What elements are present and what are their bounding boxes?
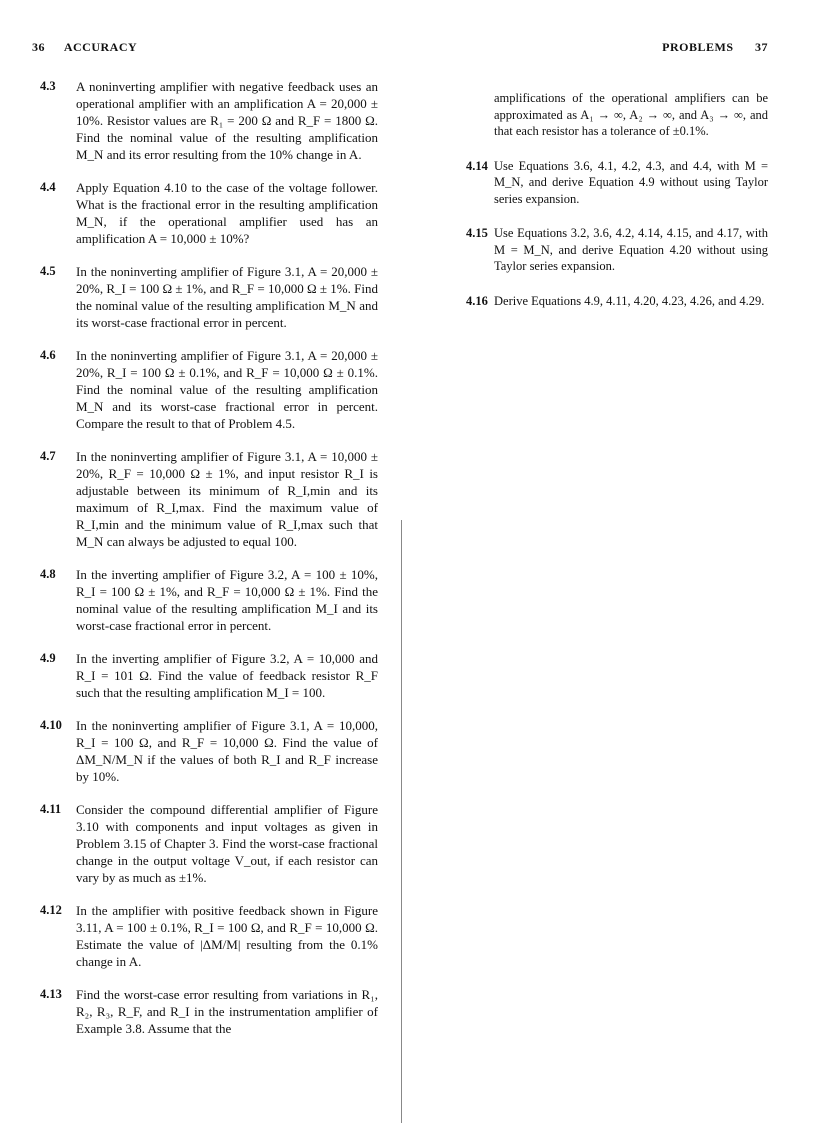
problem-4-8 [40, 566, 378, 634]
problem-text: Derive Equations 4.9, 4.11, 4.20, 4.23, 4.26, and 4.29. [494, 293, 765, 308]
right-column [466, 90, 768, 327]
problem-number: 4.6 [40, 348, 56, 362]
problem-text: Consider the compound differential amplifier of Figure 3.10 with components and input voltages as given in Problem 3.15 of Chapter 3. Find the worst-case fractional change in the output voltage V_out, if each resistor can vary by as much as ±1%. [76, 802, 378, 885]
problem-4-9 [40, 650, 378, 701]
problem-text: In the noninverting amplifier of Figure 3.1, A = 20,000 ± 20%, R_I = 100 Ω ± 1%, and R_F = 10,000 Ω ± 1%. Find the nominal value of the resulting amplification M_N and its worst-case fractional error in percent. [76, 264, 378, 330]
problem-4-14 [466, 158, 768, 208]
problem-text: In the noninverting amplifier of Figure 3.1, A = 10,000, R_I = 100 Ω, and R_F = 10,000 Ω. Find the value of ΔM_N/M_N if the values of both R_I and R_F increase by 10%. [76, 718, 378, 784]
running-head-right [662, 40, 768, 55]
problem-number: 4.14 [466, 158, 488, 173]
right-page-number: 37 [755, 40, 768, 54]
problem-text: amplifications of the operational amplifiers can be approximated as A₁ → ∞, A₂ → ∞, and A₃ → ∞, and that each resistor has a tolerance of ±0.1%. [494, 91, 768, 138]
problem-text: A noninverting amplifier with negative feedback uses an operational amplifier with an amplification A = 20,000 ± 10%. Resistor values are R₁ = 200 Ω and R_F = 1800 Ω. Find the nominal value of the resulting amplification M_N and its error resulting from the 10% change in A. [76, 79, 378, 162]
problem-number: 4.16 [466, 293, 488, 308]
problem-number: 4.5 [40, 264, 56, 278]
problem-number: 4.11 [40, 802, 62, 816]
problem-text: In the noninverting amplifier of Figure 3.1, A = 10,000 ± 20%, R_F = 10,000 Ω ± 1%, and input resistor R_I is adjustable between its minimum of R_I,min and its maximum of R_I,max. Find the maximum value of R_I,min and the minimum value of R_I,max such that M_N can always be adjusted to equal 100. [76, 449, 378, 549]
problem-4-13-continued [466, 90, 768, 140]
left-column [40, 78, 378, 1053]
problem-4-16 [466, 293, 768, 310]
problem-number: 4.9 [40, 651, 56, 665]
problem-4-3 [40, 78, 378, 163]
problem-4-5 [40, 263, 378, 331]
problem-text: In the inverting amplifier of Figure 3.2, A = 10,000 and R_I = 101 Ω. Find the value of feedback resistor R_F such that the resulting amplification M_I = 100. [76, 651, 378, 700]
problem-number: 4.3 [40, 79, 56, 93]
problem-text: Use Equations 3.2, 3.6, 4.2, 4.14, 4.15, and 4.17, with M = M_N, and derive Equation 4.20 without using Taylor series expansion. [494, 226, 768, 273]
problem-4-12 [40, 902, 378, 970]
left-page-number: 36 [32, 40, 45, 54]
running-head-left [32, 40, 137, 55]
problem-4-10 [40, 717, 378, 785]
problem-number: 4.4 [40, 180, 56, 194]
problem-number: 4.7 [40, 449, 56, 463]
right-section-title: PROBLEMS [662, 40, 734, 54]
problem-4-4 [40, 179, 378, 247]
problem-text: In the amplifier with positive feedback shown in Figure 3.11, A = 100 ± 0.1%, R_I = 100 Ω, and R_F = 10,000 Ω. Estimate the value of |ΔM/M| resulting from the 0.1% change in A. [76, 903, 378, 969]
problem-4-13 [40, 986, 378, 1037]
problem-text: Apply Equation 4.10 to the case of the voltage follower. What is the fractional error in the resulting amplification M_N, if the operational amplifier used has an amplification A = 10,000 ± 10%? [76, 180, 378, 246]
problem-number: 4.15 [466, 226, 488, 240]
problem-text: Use Equations 3.6, 4.1, 4.2, 4.3, and 4.4, with M = M_N, and derive Equation 4.9 without using Taylor series expansion. [494, 158, 768, 206]
problem-4-15 [466, 225, 768, 275]
problem-4-6 [40, 347, 378, 432]
problem-4-11 [40, 801, 378, 886]
problem-text: Find the worst-case error resulting from variations in R₁, R₂, R₃, R_F, and R_I in the instrumentation amplifier of Example 3.8. Assume that the [76, 987, 378, 1036]
column-divider [401, 520, 402, 1123]
left-chapter-title: ACCURACY [63, 40, 138, 54]
problem-number: 4.12 [40, 903, 62, 917]
problem-number: 4.10 [40, 718, 62, 732]
problem-text: In the noninverting amplifier of Figure 3.1, A = 20,000 ± 20%, R_I = 100 Ω ± 0.1%, and R_F = 10,000 Ω ± 0.1%. Find the nominal value of the resulting amplification M_N and its worst-case fractional error in percent. Compare the result to that of Problem 4.5. [76, 348, 378, 431]
problem-number: 4.8 [40, 567, 56, 581]
problem-text: In the inverting amplifier of Figure 3.2, A = 100 ± 10%, R_I = 100 Ω ± 1%, and R_F = 10,000 Ω ± 1%. Find the nominal value of the resulting amplification M_I and its worst-case fractional error in percent. [76, 567, 378, 633]
problem-number: 4.13 [40, 987, 62, 1001]
problem-4-7 [40, 448, 378, 550]
